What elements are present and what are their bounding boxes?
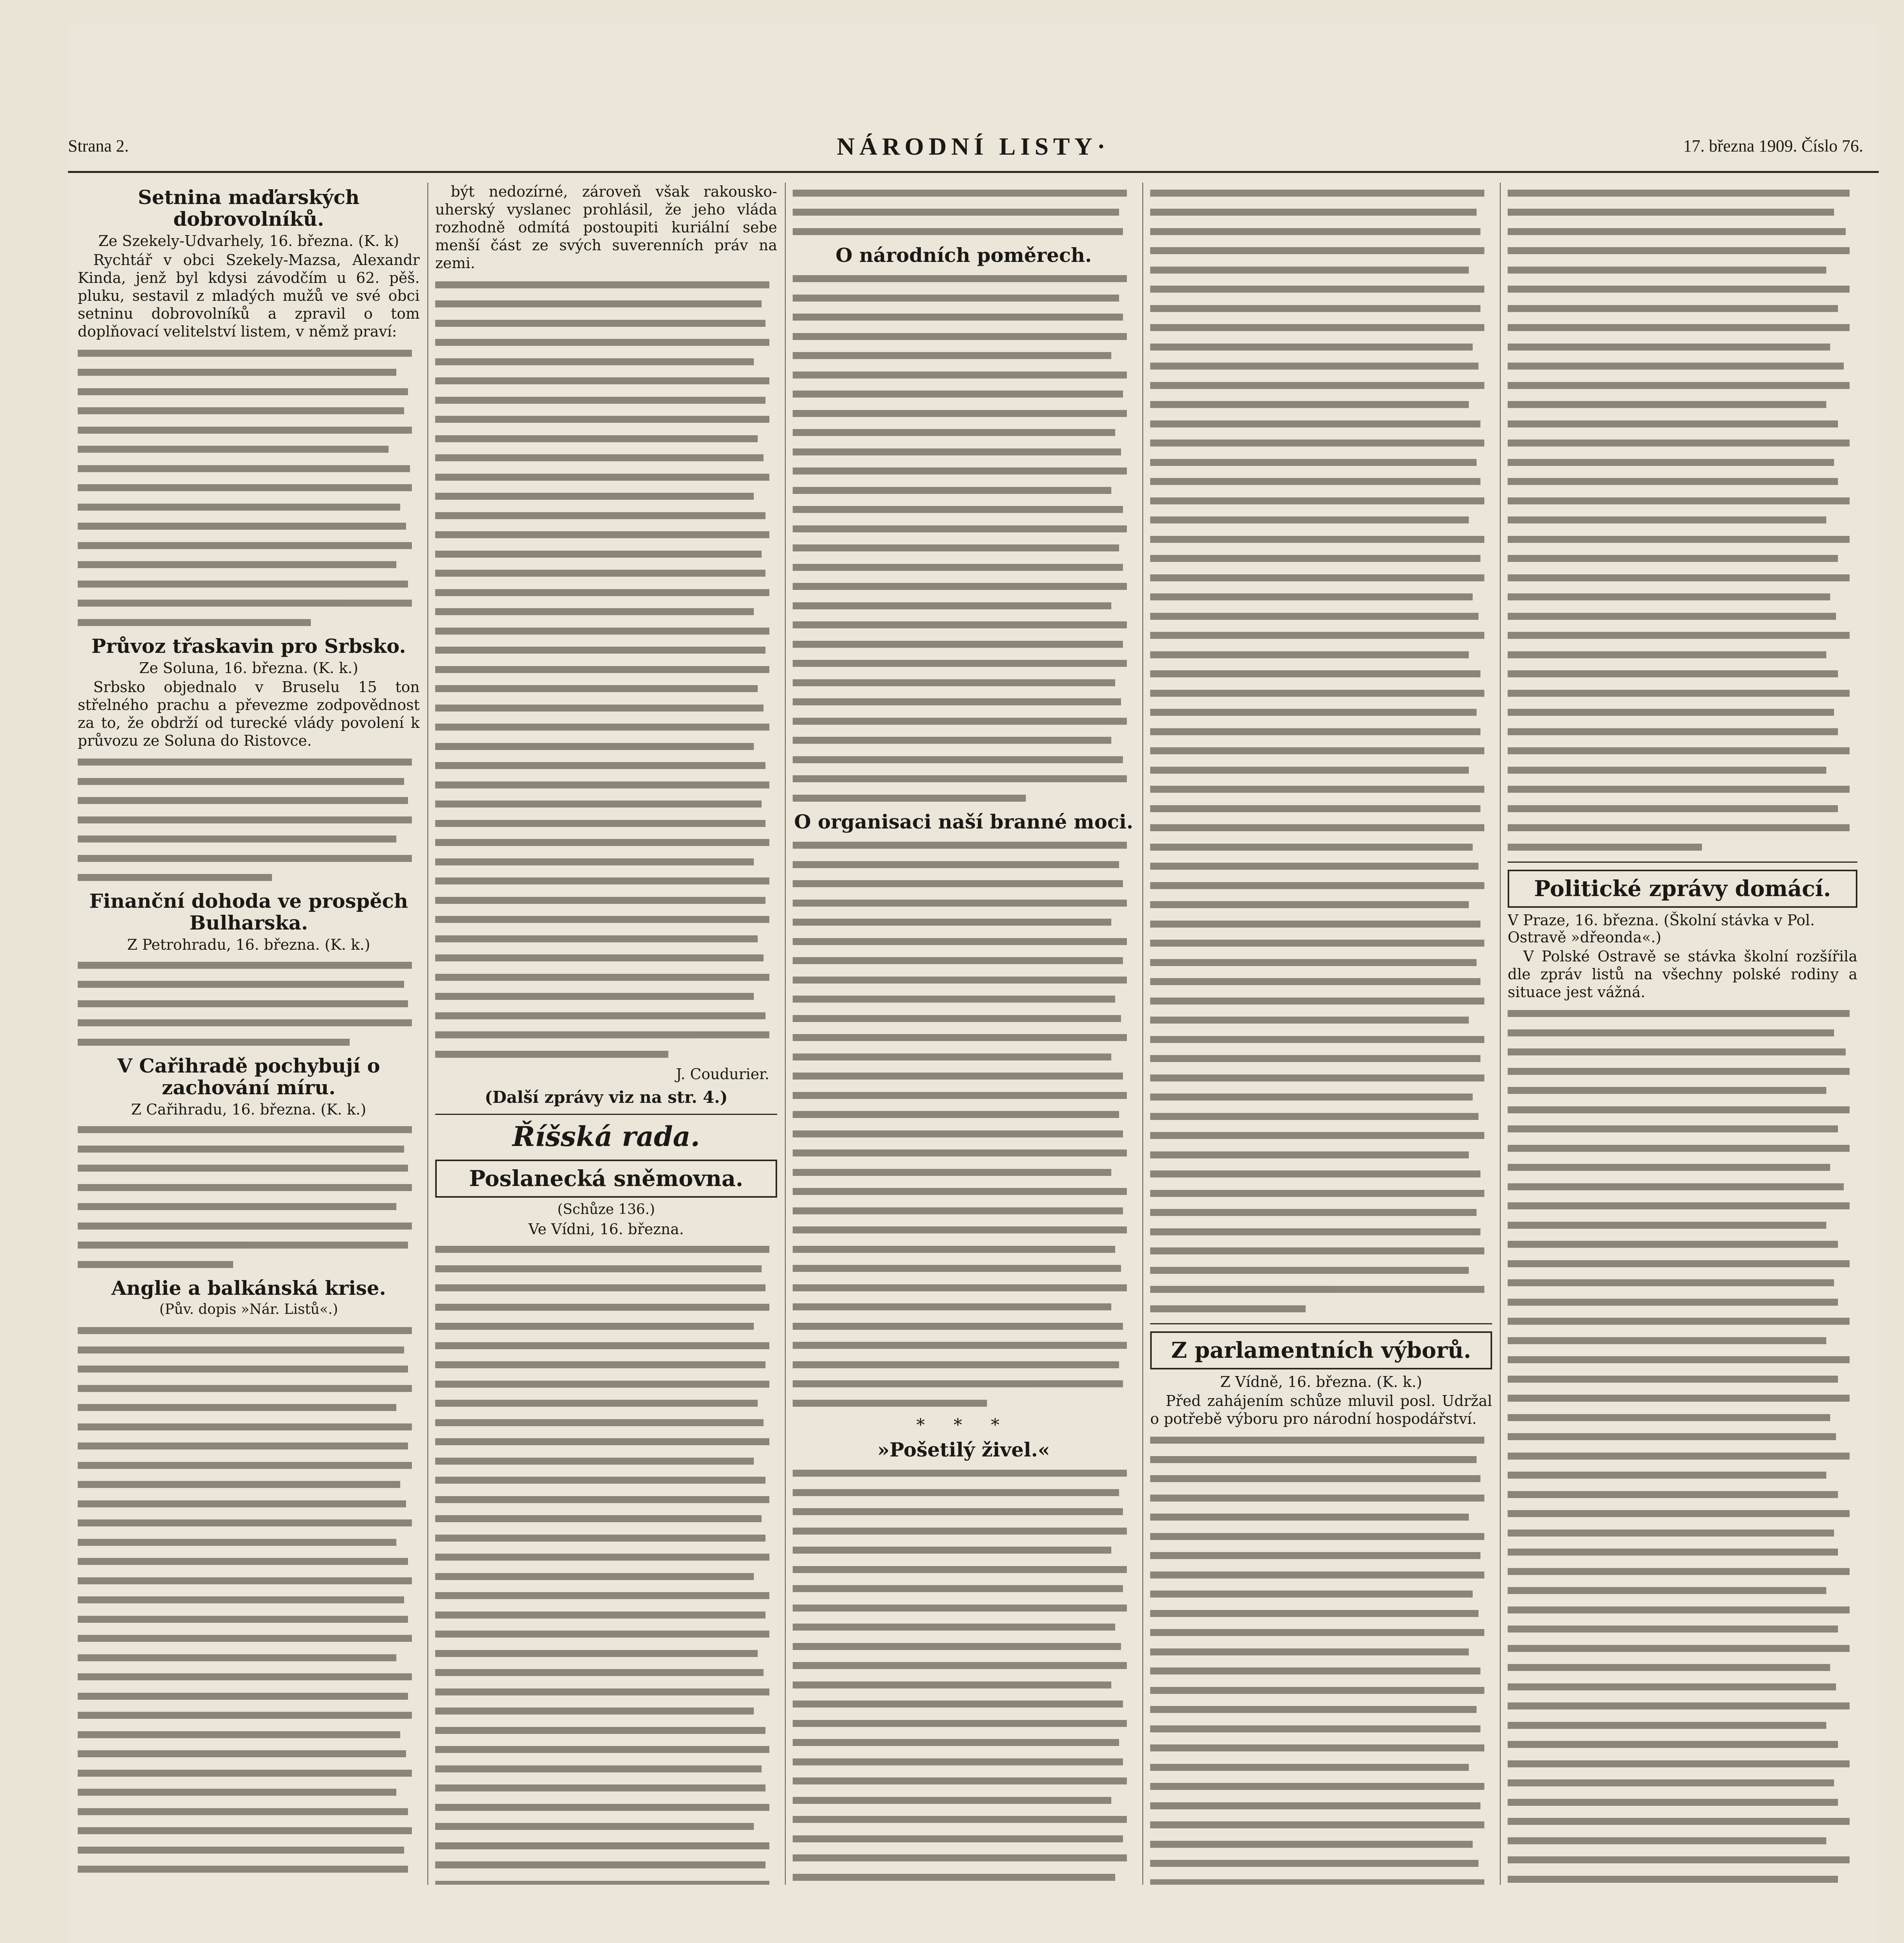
- column-divider: [427, 183, 428, 1885]
- text-block: [78, 1120, 420, 1273]
- text-block: [435, 1239, 777, 1885]
- text-block: [793, 1463, 1135, 1885]
- column-4: [1150, 183, 1492, 1885]
- section-separator: * * *: [916, 1415, 1011, 1435]
- text-block: [78, 955, 420, 1051]
- section-heading: Říšská rada.: [512, 1120, 700, 1153]
- article-heading: »Pošetilý živel.«: [877, 1438, 1050, 1461]
- dateline: V Praze, 16. března. (Školní stávka v Pol. Ostravě »dřeonda«.): [1508, 911, 1815, 946]
- dateline: Z Vídně, 16. března. (K. k.): [1220, 1373, 1422, 1390]
- article-heading: Finanční dohoda ve prospěch Bulharska.: [89, 890, 408, 934]
- issue-date: 17. března 1909. Číslo 76.: [1683, 136, 1863, 155]
- text-block: [793, 269, 1135, 807]
- source-note: (Pův. dopis »Nár. Listů«.): [159, 1301, 338, 1317]
- column-divider: [1500, 183, 1501, 1885]
- column-5: [1508, 183, 1857, 1885]
- article-heading: Průvoz třaskavin pro Srbsko.: [91, 634, 406, 658]
- text-block: [78, 1320, 420, 1885]
- text-block: [793, 835, 1135, 1412]
- column-divider: [1142, 183, 1143, 1885]
- divider: [435, 1114, 777, 1115]
- article-heading: V Cařihradě pochybují o zachování míru.: [117, 1054, 380, 1099]
- boxed-heading: Poslanecká sněmovna.: [435, 1160, 777, 1198]
- article-text: Rychtář v obci Szekely-Mazsa, Alexandr Kinda, jenž byl kdysi závodčím u 62. pěš. pluku, sestavil z mladých mužů ve své obci setninu dobrovolníků a zpravil o tom doplňovací velitelství listem, v němž praví:: [78, 251, 420, 340]
- article-heading: Anglie a balkánská krise.: [111, 1276, 386, 1299]
- boxed-heading: Z parlamentních výborů.: [1150, 1331, 1492, 1369]
- article-heading: Setnina maďarských dobrovolníků.: [138, 186, 360, 230]
- boxed-heading: Politické zprávy domácí.: [1508, 870, 1857, 908]
- masthead-title: NÁRODNÍ LISTY·: [837, 133, 1110, 160]
- session-note: (Schůze 136.): [557, 1201, 655, 1217]
- continuation-note: (Další zprávy viz na str. 4.): [485, 1087, 728, 1107]
- text-block: [1508, 1003, 1857, 1885]
- text-block: [1150, 183, 1492, 1318]
- text-block: [1150, 1430, 1492, 1885]
- page-header: [68, 133, 1879, 171]
- divider: [1150, 1323, 1492, 1324]
- text-block: [793, 183, 1135, 241]
- dateline: Z Petrohradu, 16. března. (K. k.): [127, 936, 370, 953]
- text-block: [435, 274, 777, 1063]
- page-number: Strana 2.: [68, 136, 129, 155]
- article-heading: O organisaci naší branné moci.: [794, 810, 1133, 833]
- dateline: Ze Soluna, 16. března. (K. k.): [139, 659, 358, 677]
- dateline: Ve Vídni, 16. března.: [528, 1220, 684, 1238]
- dateline: Z Cařihradu, 16. března. (K. k.): [131, 1101, 366, 1118]
- text-block: [78, 752, 420, 887]
- article-text: být nedozírné, zároveň však rakousko-uherský vyslanec prohlásil, že jeho vláda rozhodně odmítá postoupiti kuriální sebe menší část ze svých suverenních práv na zemi.: [435, 183, 777, 272]
- article-text: V Polské Ostravě se stávka školní rozšířila dle zpráv listů na všechny polské rodiny a situace jest vážná.: [1508, 947, 1857, 1001]
- column-3: [793, 183, 1135, 1885]
- article-heading: O národních poměrech.: [835, 243, 1092, 267]
- divider: [1508, 862, 1857, 863]
- text-block: [1508, 183, 1857, 856]
- dateline: Ze Szekely-Udvarhely, 16. března. (K. k): [98, 232, 399, 249]
- column-1: [78, 183, 420, 1885]
- header-rule: [68, 171, 1879, 173]
- column-2: [435, 183, 777, 1885]
- text-block: [78, 343, 420, 631]
- article-text: Srbsko objednalo v Bruselu 15 ton střelného prachu a převezme zodpovědnost za to, že obdrží od turecké vlády povolení k průvozu ze Soluna do Ristovce.: [78, 678, 420, 749]
- article-text: Před zahájením schůze mluvil posl. Udržal o potřebě výboru pro národní hospodářství.: [1150, 1392, 1492, 1427]
- column-divider: [785, 183, 786, 1885]
- author-signature: J. Coudurier.: [676, 1065, 769, 1083]
